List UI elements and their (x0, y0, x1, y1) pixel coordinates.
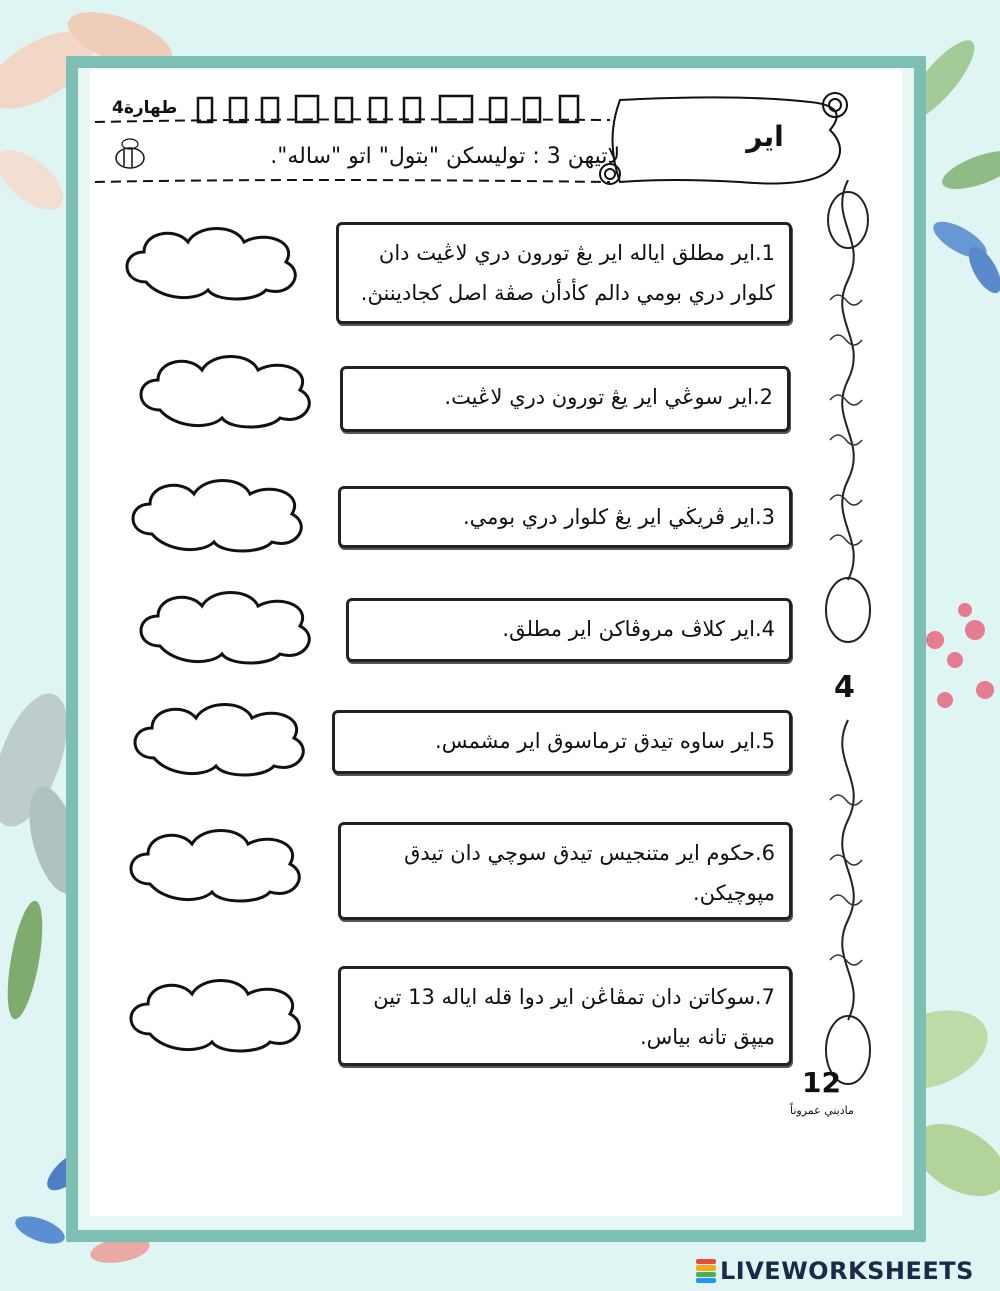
question-box-6 (338, 822, 792, 920)
logo-bar-red (696, 1259, 716, 1264)
question-text-6: 6.حكوم اير متنجيس تيدق سوچي دان تيدق مپوچيكن. (404, 841, 775, 905)
page-label: طهارة4 (112, 98, 178, 118)
answer-cloud-7[interactable] (120, 974, 310, 1054)
liveworksheets-logo-icon (696, 1259, 716, 1283)
page-number: 12 (802, 1066, 841, 1099)
side-number: 4 (834, 670, 855, 705)
question-text-4: 4.اير كلاڤ مروڤاكن اير مطلق. (502, 617, 775, 641)
question-text-2: 2.اير سوڠي اير يڠ تورون دري لاڠيت. (444, 385, 773, 409)
question-box-7 (338, 966, 792, 1066)
question-box-3 (338, 486, 792, 548)
logo-bar-blue (696, 1278, 716, 1283)
question-text-5: 5.اير ساوه تيدق ترماسوق اير مشمس. (435, 729, 775, 753)
answer-cloud-5[interactable] (124, 698, 314, 778)
answer-cloud-6[interactable] (120, 824, 310, 904)
logo-bar-orange (696, 1265, 716, 1270)
question-box-5 (332, 710, 792, 774)
liveworksheets-watermark (696, 1256, 974, 1286)
question-box-2 (340, 366, 790, 432)
question-box-4 (346, 598, 792, 662)
question-text-7: 7.سوكاتن دان تمڤاڠن اير دوا قله اياله 13 تين ميڽق تانه بياس. (373, 985, 775, 1049)
answer-cloud-3[interactable] (122, 474, 312, 554)
logo-bar-green (696, 1272, 716, 1277)
question-text-1: 1.اير مطلق اياله اير يڠ تورون دري لاڠيت دان كلوار دري بومي دالم كأدأن صڨة اصل كجاديننڽ. (360, 241, 775, 305)
answer-cloud-4[interactable] (130, 586, 320, 666)
answer-cloud-2[interactable] (130, 350, 320, 430)
answer-cloud-1[interactable] (116, 222, 306, 302)
author-signature: ماديني عمروناً (790, 1104, 854, 1117)
question-text-3: 3.اير ڤريڬي اير يڠ كلوار دري بومي. (462, 505, 775, 529)
instruction-text: لاتيهن 3 : توليسكن "بتول" اتو "ساله". (270, 144, 620, 169)
question-box-1 (336, 222, 792, 324)
page-title: اير (746, 120, 784, 153)
watermark-text: LIVEWORKSHEETS (720, 1257, 974, 1285)
worksheet-page (90, 70, 902, 1216)
calligraphy-border (818, 180, 878, 1120)
